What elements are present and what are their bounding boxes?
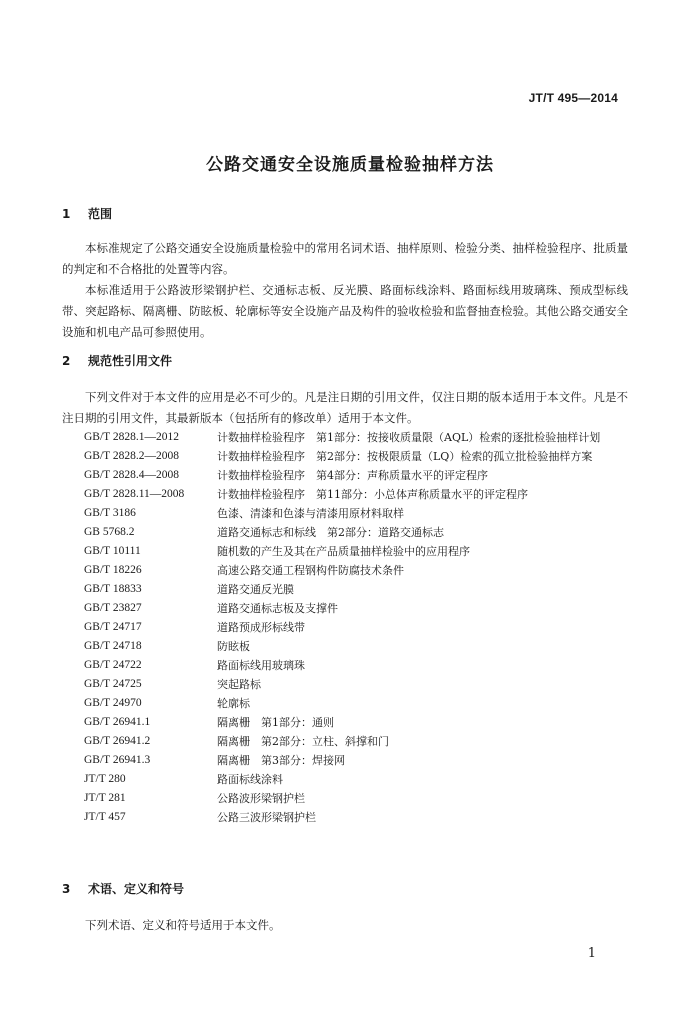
- reference-row: [84, 618, 634, 637]
- reference-title: 色漆、清漆和色漆与清漆用原材料取样: [217, 507, 404, 520]
- reference-title: 道路预成形标线带: [217, 621, 305, 634]
- reference-title: 隔离栅 第3部分：焊接网: [217, 754, 345, 767]
- reference-row: [84, 504, 634, 523]
- reference-title: 计数抽样检验程序 第11部分：小总体声称质量水平的评定程序: [217, 488, 528, 501]
- reference-title: 隔离栅 第2部分：立柱、斜撑和门: [217, 735, 389, 748]
- reference-code: GB/T 26941.3: [84, 754, 151, 766]
- reference-code: GB/T 24718: [84, 640, 142, 652]
- reference-code: JT/T 280: [84, 773, 126, 785]
- reference-code: GB/T 10111: [84, 545, 141, 557]
- reference-row: [84, 466, 634, 485]
- reference-code: JT/T 457: [84, 811, 126, 823]
- reference-title: 计数抽样检验程序 第1部分：按接收质量限（AQL）检索的逐批检验抽样计划: [217, 431, 601, 444]
- section-1-heading: [62, 205, 112, 222]
- reference-code: GB/T 2828.11—2008: [84, 488, 185, 500]
- reference-title: 突起路标: [217, 678, 261, 691]
- reference-code: GB/T 18226: [84, 564, 142, 576]
- reference-code: GB/T 24725: [84, 678, 142, 690]
- reference-title: 路面标线涂料: [217, 773, 283, 786]
- reference-row: [84, 656, 634, 675]
- reference-code: GB/T 23827: [84, 602, 142, 614]
- reference-row: [84, 694, 634, 713]
- section-1-paragraph-2: 本标准适用于公路波形梁钢护栏、交通标志板、反光膜、路面标线涂料、路面标线用玻璃珠、预成型标线带、突起路标、隔离栅、防眩板、轮廓标等安全设施产品及构件的验收检验和监督抽查检验。其他公路交通安全设施和机电产品可参照使用。: [62, 283, 628, 339]
- reference-title: 道路交通标志板及支撑件: [217, 602, 338, 615]
- section-2-number: 2: [62, 354, 71, 368]
- standard-code-header: JT/T 495—2014: [528, 91, 618, 105]
- reference-title: 道路交通标志和标线 第2部分：道路交通标志: [217, 526, 444, 539]
- reference-code: GB/T 2828.2—2008: [84, 450, 179, 462]
- section-1-number: 1: [62, 207, 71, 221]
- reference-title: 防眩板: [217, 640, 250, 653]
- reference-code: GB/T 24970: [84, 697, 142, 709]
- reference-title: 计数抽样检验程序 第4部分：声称质量水平的评定程序: [217, 469, 488, 482]
- document-title: 公路交通安全设施质量检验抽样方法: [206, 155, 494, 175]
- section-3-number: 3: [62, 882, 71, 896]
- reference-code: GB/T 2828.1—2012: [84, 431, 179, 443]
- reference-row: [84, 447, 634, 466]
- reference-row: [84, 523, 634, 542]
- section-3-heading: [62, 880, 184, 897]
- reference-row: [84, 751, 634, 770]
- reference-code: GB/T 26941.2: [84, 735, 151, 747]
- section-3-title: 术语、定义和符号: [88, 882, 185, 896]
- reference-row: [84, 713, 634, 732]
- reference-row: [84, 580, 634, 599]
- reference-code: GB/T 2828.4—2008: [84, 469, 179, 481]
- reference-title: 公路波形梁钢护栏: [217, 792, 305, 805]
- reference-row: [84, 561, 634, 580]
- page-number: 1: [587, 946, 596, 961]
- reference-row: [84, 599, 634, 618]
- reference-code: GB 5768.2: [84, 526, 135, 538]
- section-1-title: 范围: [88, 207, 113, 221]
- normative-references-list: [84, 428, 634, 827]
- reference-row: [84, 542, 634, 561]
- reference-title: 计数抽样检验程序 第2部分：按极限质量（LQ）检索的孤立批检验抽样方案: [217, 450, 593, 463]
- reference-code: GB/T 3186: [84, 507, 136, 519]
- reference-row: [84, 770, 634, 789]
- section-3-intro: 下列术语、定义和符号适用于本文件。: [85, 918, 281, 932]
- reference-title: 隔离栅 第1部分：通则: [217, 716, 334, 729]
- reference-code: GB/T 26941.1: [84, 716, 151, 728]
- section-1-paragraph-1: 本标准规定了公路交通安全设施质量检验中的常用名词术语、抽样原则、检验分类、抽样检验程序、批质量的判定和不合格批的处置等内容。: [62, 241, 628, 276]
- reference-row: [84, 789, 634, 808]
- reference-title: 路面标线用玻璃珠: [217, 659, 305, 672]
- reference-row: [84, 732, 634, 751]
- reference-code: GB/T 18833: [84, 583, 142, 595]
- reference-title: 公路三波形梁钢护栏: [217, 811, 316, 824]
- reference-title: 轮廓标: [217, 697, 250, 710]
- reference-row: [84, 637, 634, 656]
- reference-code: JT/T 281: [84, 792, 126, 804]
- section-2-intro: 下列文件对于本文件的应用是必不可少的。凡是注日期的引用文件，仅注日期的版本适用于本文件。凡是不注日期的引用文件，其最新版本（包括所有的修改单）适用于本文件。: [62, 390, 628, 425]
- reference-row: [84, 485, 634, 504]
- reference-code: GB/T 24717: [84, 621, 142, 633]
- reference-title: 随机数的产生及其在产品质量抽样检验中的应用程序: [217, 545, 470, 558]
- reference-code: GB/T 24722: [84, 659, 142, 671]
- reference-title: 高速公路交通工程钢构件防腐技术条件: [217, 564, 404, 577]
- section-2-heading: [62, 352, 172, 369]
- reference-row: [84, 428, 634, 447]
- reference-title: 道路交通反光膜: [217, 583, 294, 596]
- reference-row: [84, 675, 634, 694]
- reference-row: [84, 808, 634, 827]
- section-2-title: 规范性引用文件: [88, 354, 173, 368]
